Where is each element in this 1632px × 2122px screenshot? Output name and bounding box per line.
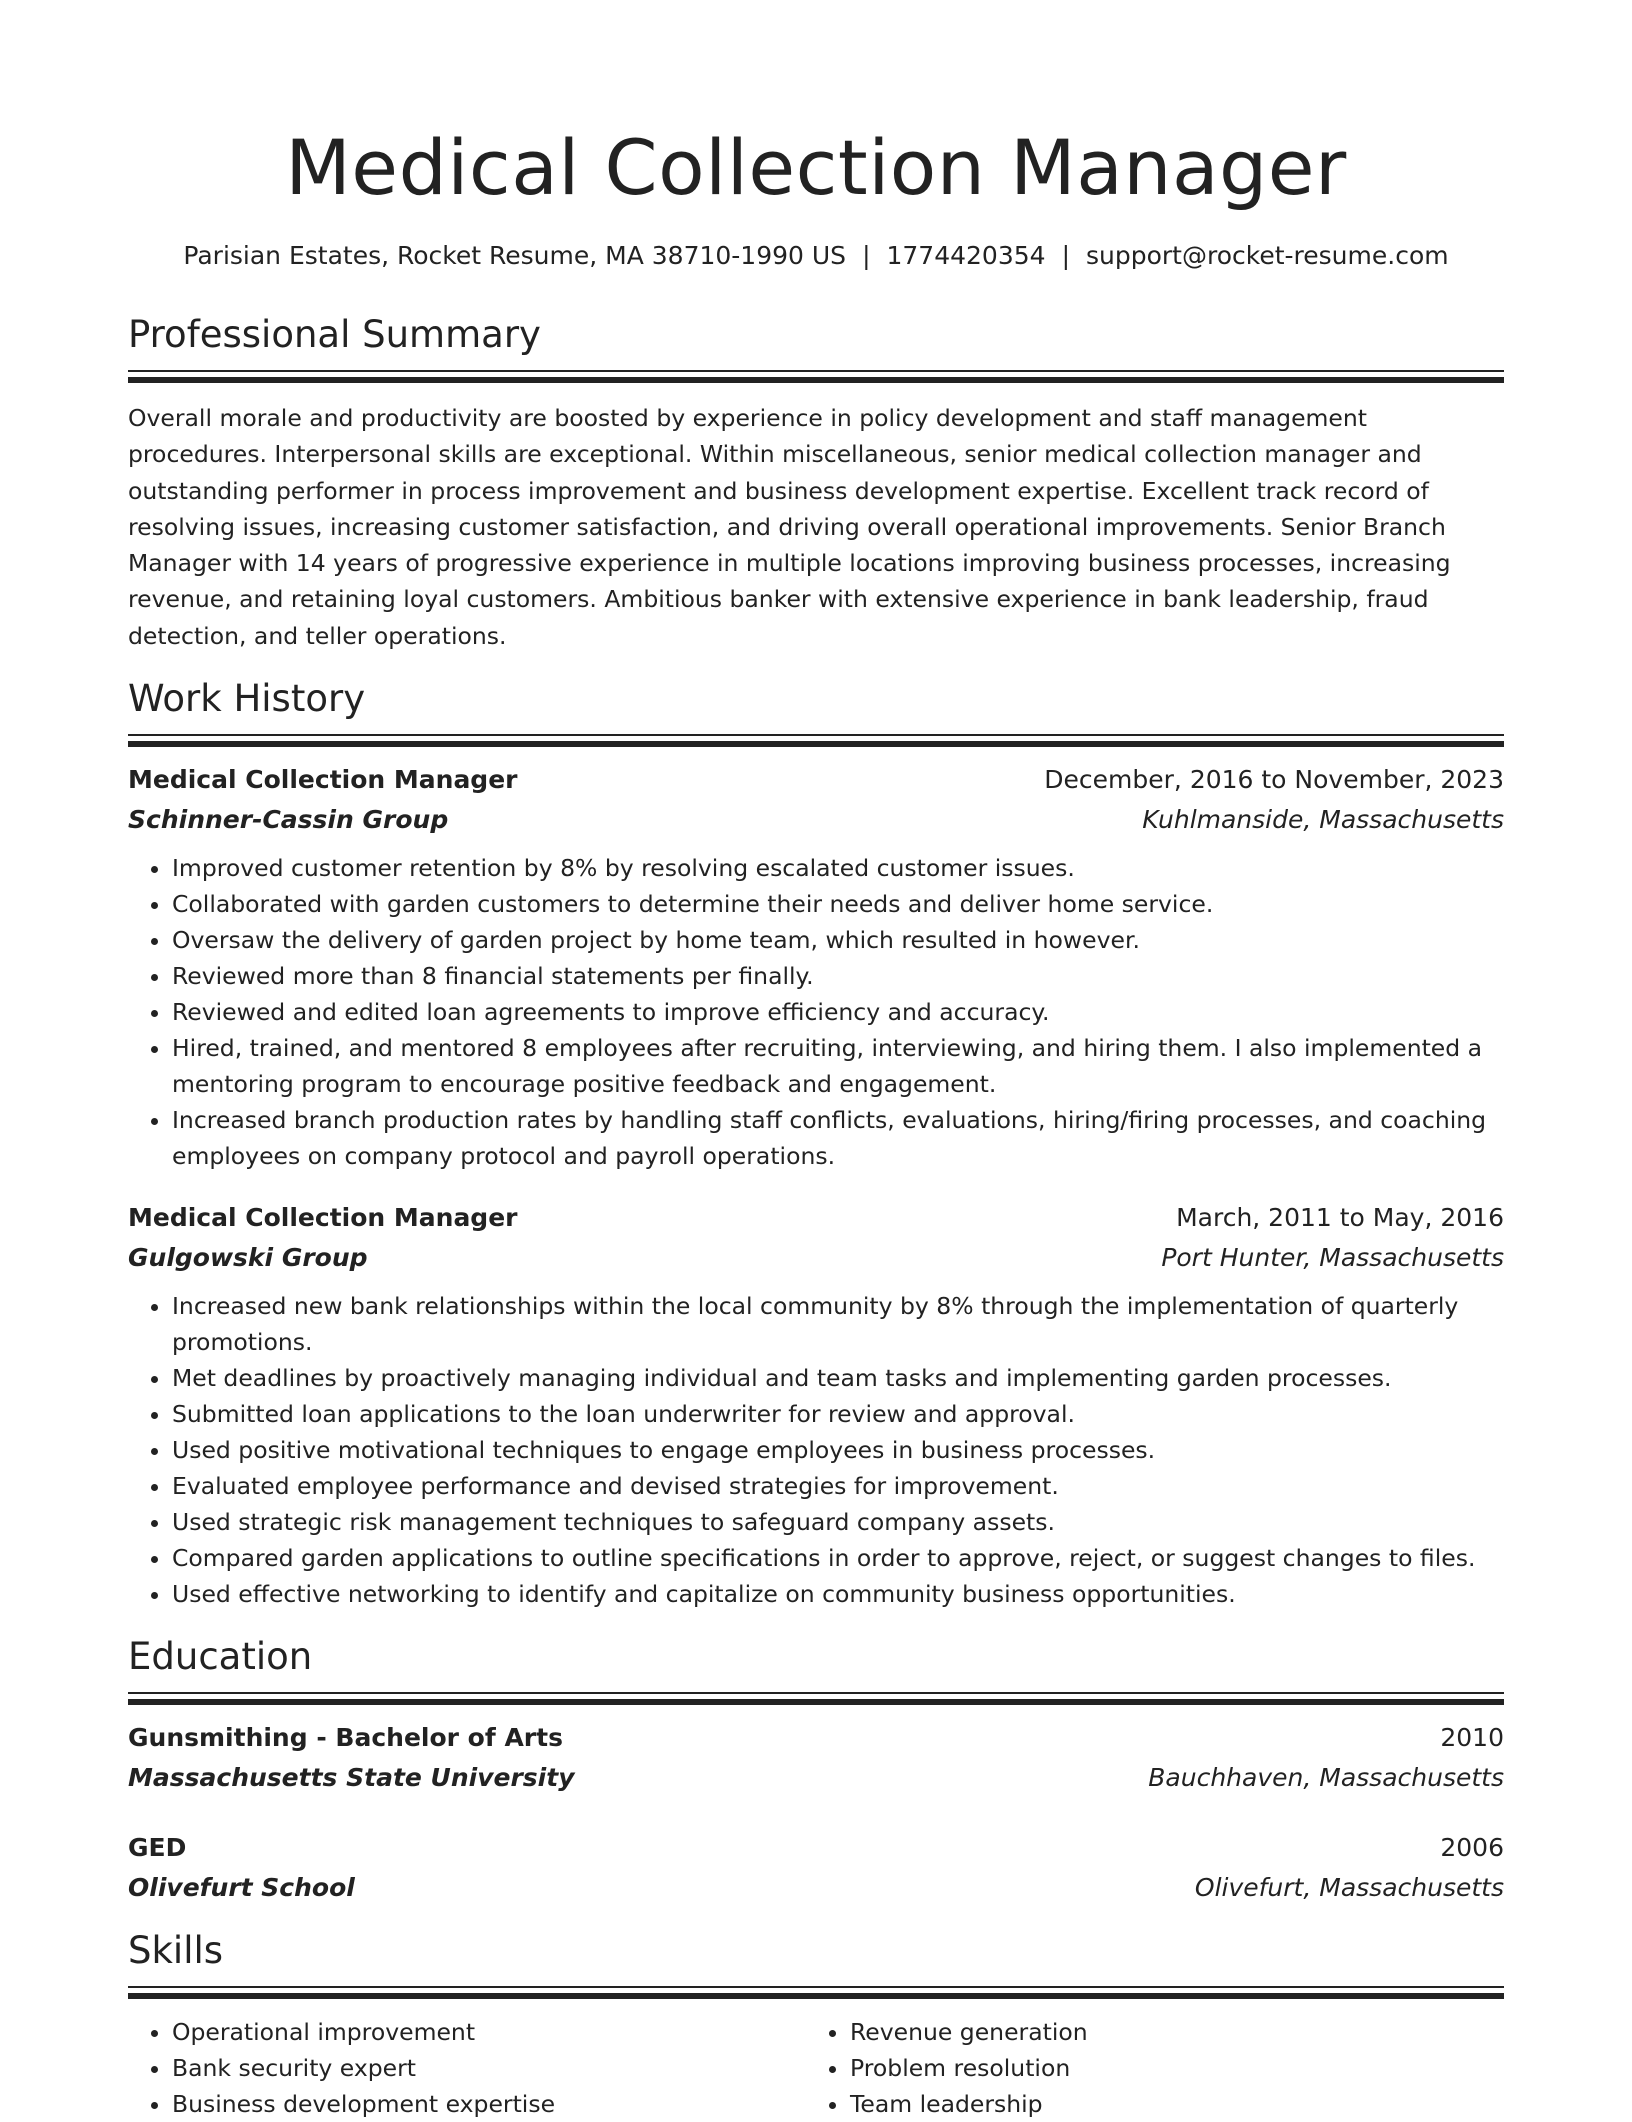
skills-column-left [128, 2014, 806, 2122]
contact-email: support@rocket-resume.com [1086, 241, 1449, 270]
skill-item: • Problem resolution [850, 2050, 1484, 2086]
job-bullet: • Improved customer retention by 8% by resolving escalated customer issues. [172, 850, 1504, 886]
job-title: Medical Collection Manager [128, 765, 518, 795]
education-location: Bauchhaven, Massachusetts [1148, 1763, 1504, 1793]
skills-column-right [806, 2014, 1484, 2122]
contact-line [128, 240, 1504, 272]
job-company: Schinner-Cassin Group [128, 805, 449, 835]
job-bullet: • Used strategic risk management techniques to safeguard company assets. [172, 1504, 1504, 1540]
work-history-section [128, 676, 1504, 1612]
job-title: Medical Collection Manager [128, 1203, 518, 1233]
summary-heading: Professional Summary [128, 313, 541, 356]
resume-name: Medical Collection Manager [285, 123, 1347, 212]
section-divider [128, 370, 1504, 384]
job-bullets [128, 1288, 1504, 1612]
section-divider [128, 1692, 1504, 1706]
work-history-heading: Work History [128, 677, 366, 721]
job-bullet: • Increased branch production rates by handling staff conflicts, evaluations, hiring/firing processes, and coaching employees on company protocol and payroll operations. [172, 1102, 1504, 1174]
skill-item: • Business development expertise [172, 2086, 806, 2122]
job-bullet: • Used positive motivational techniques to engage employees in business processes. [172, 1432, 1504, 1468]
job-bullet: • Submitted loan applications to the loan underwriter for review and approval. [172, 1396, 1504, 1432]
education-school: Olivefurt School [128, 1873, 355, 1903]
skill-item: • Revenue generation [850, 2014, 1484, 2050]
skills-heading: Skills [128, 1929, 224, 1973]
job-bullet: • Compared garden applications to outline specifications in order to approve, reject, or suggest changes to files. [172, 1540, 1504, 1576]
job-bullets [128, 850, 1504, 1174]
education-degree: GED [128, 1833, 187, 1863]
contact-address: Parisian Estates, Rocket Resume, MA 38710-1990 US [183, 241, 847, 270]
job-bullet: • Met deadlines by proactively managing individual and team tasks and implementing garden processes. [172, 1360, 1504, 1396]
job-location: Kuhlmanside, Massachusetts [1142, 805, 1504, 835]
job-company: Gulgowski Group [128, 1243, 368, 1273]
education-entry [128, 1828, 1504, 1908]
job-bullet: • Hired, trained, and mentored 8 employees after recruiting, interviewing, and hiring them. I also implemented a mentoring program to encourage positive feedback and engagement. [172, 1030, 1504, 1102]
job-dates: March, 2011 to May, 2016 [1176, 1203, 1504, 1233]
skills-list [128, 2014, 1504, 2122]
job-bullet: • Oversaw the delivery of garden project by home team, which resulted in however. [172, 922, 1504, 958]
education-entry [128, 1718, 1504, 1798]
job-location: Port Hunter, Massachusetts [1161, 1243, 1504, 1273]
education-year: 2006 [1440, 1833, 1504, 1863]
skill-item: • Operational improvement [172, 2014, 806, 2050]
job-bullet: • Increased new bank relationships within the local community by 8% through the implementation of quarterly promotions. [172, 1288, 1504, 1360]
skill-item: • Team leadership [850, 2086, 1484, 2122]
contact-separator: | [862, 241, 871, 270]
job-bullet: • Reviewed and edited loan agreements to improve efficiency and accuracy. [172, 994, 1504, 1030]
contact-phone: 1774420354 [886, 241, 1046, 270]
education-year: 2010 [1440, 1723, 1504, 1753]
job-bullet: • Evaluated employee performance and devised strategies for improvement. [172, 1468, 1504, 1504]
section-divider [128, 1986, 1504, 2000]
resume-page [128, 0, 1504, 2122]
job-bullet: • Used effective networking to identify and capitalize on community business opportunities. [172, 1576, 1504, 1612]
summary-text: Overall morale and productivity are boosted by experience in policy development and staff management procedures. Interpersonal skills are exceptional. Within miscellaneous, senior medical collection manager and outstanding performer in process improvement and business development expertise. Excellent track record of resolving issues, increasing customer satisfaction, and driving overall operational improvements. Senior Branch Manager with 14 years of progressive experience in multiple locations improving business processes, increasing revenue, and retaining loyal customers. Ambitious banker with extensive experience in bank leadership, fraud detection, and teller operations. [128, 404, 1451, 650]
education-heading: Education [128, 1635, 313, 1679]
job-bullet: • Collaborated with garden customers to determine their needs and deliver home service. [172, 886, 1504, 922]
education-school: Massachusetts State University [128, 1763, 575, 1793]
job-dates: December, 2016 to November, 2023 [1044, 765, 1504, 795]
summary-section [128, 312, 1504, 654]
skills-section [128, 1928, 1504, 2122]
education-section [128, 1634, 1504, 1908]
job-entry [128, 1198, 1504, 1612]
education-location: Olivefurt, Massachusetts [1194, 1873, 1504, 1903]
education-degree: Gunsmithing - Bachelor of Arts [128, 1723, 563, 1753]
contact-separator: | [1061, 241, 1070, 270]
skill-item: • Bank security expert [172, 2050, 806, 2086]
job-bullet: • Reviewed more than 8 financial statements per finally. [172, 958, 1504, 994]
job-entry [128, 760, 1504, 1174]
section-divider [128, 734, 1504, 748]
